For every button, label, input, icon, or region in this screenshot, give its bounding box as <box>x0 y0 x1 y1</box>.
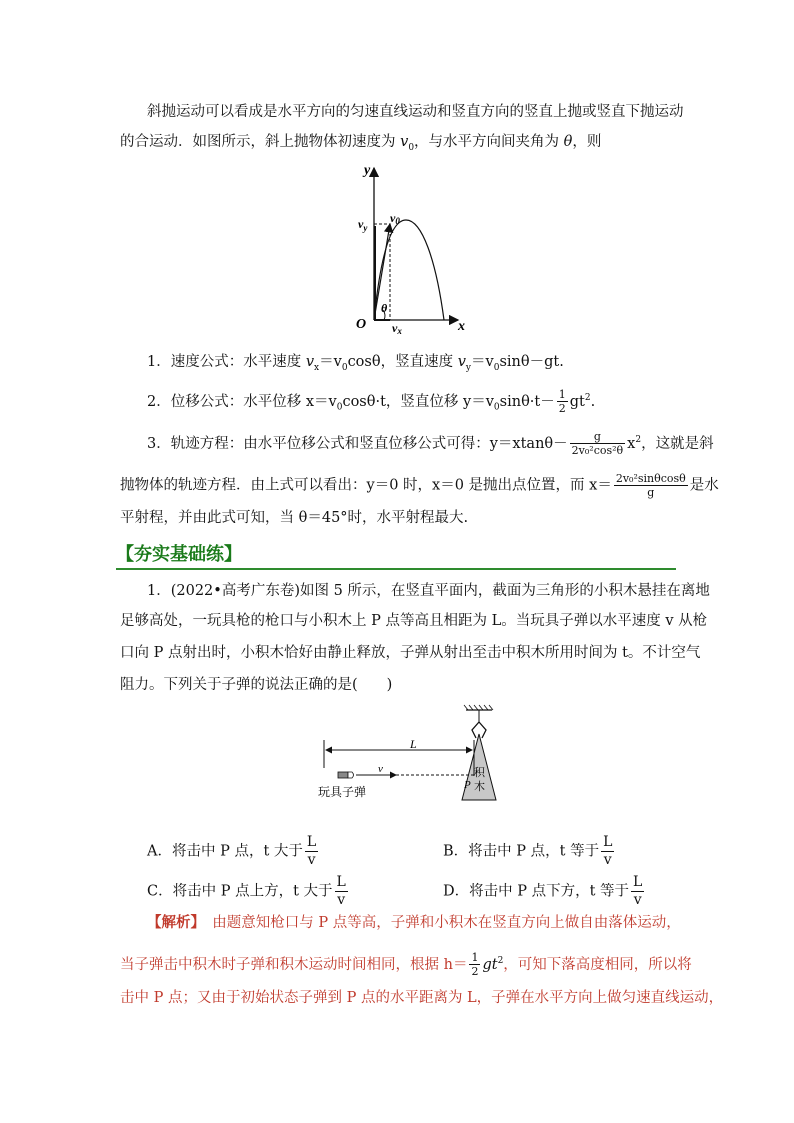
f2-text: sinθ·t－ <box>499 393 555 410</box>
f3-frac-num: g <box>570 430 626 444</box>
formula-trajectory <box>147 430 714 457</box>
analysis-line-2 <box>120 951 692 978</box>
f2-text: x＝v <box>305 393 337 410</box>
fig1-theta-label: θ <box>381 301 388 315</box>
question-line-1: 1．(2022•高考广东卷)如图 5 所示，在竖直平面内，截面为三角形的小积木悬挂在离地 <box>147 583 710 599</box>
toy-gun <box>338 772 348 778</box>
formula-trajectory-line-3: 平射程，并由此式可知，当 θ＝45°时，水平射程最大. <box>120 510 469 526</box>
frac-num: L <box>336 874 346 890</box>
fig2-P-label: P <box>464 779 471 791</box>
option-d-fraction <box>631 874 644 909</box>
frac-num: L <box>603 834 613 850</box>
v0-sub: 0 <box>408 142 415 153</box>
intro-text: ，与水平方向间夹角为 <box>414 134 564 150</box>
f1-text: cosθ，竖直速度 <box>347 354 458 370</box>
intro-line-2 <box>120 132 601 158</box>
question-line-4: 阻力。下列关于子弹的说法正确的是( ) <box>120 677 393 693</box>
section-title: 【夯实基础练】 <box>116 544 242 565</box>
fig1-vx-label: vx <box>392 321 402 336</box>
analysis-text: 由题意知枪口与 P 点等高，子弹和小积木在竖直方向上做自由落体运动， <box>197 915 681 931</box>
f1-sub: 0 <box>493 362 500 373</box>
fig2-v-label: v <box>378 763 383 775</box>
formula-displacement <box>147 388 595 418</box>
f1-text: 1．速度公式：水平速度 <box>147 354 306 370</box>
f2-sub: 0 <box>336 402 343 413</box>
f2-frac-num: 1 <box>558 388 566 402</box>
frac-den: v <box>603 852 612 868</box>
option-c[interactable] <box>147 874 350 909</box>
f3-text: y＝xtanθ－ <box>489 435 568 452</box>
gun-block-diagram <box>318 704 528 804</box>
frac-num: L <box>633 874 643 890</box>
intro-line-1: 斜抛运动可以看成是水平方向的匀速直线运动和竖直方向的竖直上抛或竖直下抛运动 <box>147 104 684 120</box>
option-c-fraction <box>335 874 348 909</box>
frac-num: 1 <box>471 951 479 965</box>
f3-range-fraction <box>614 472 688 499</box>
analysis-fraction <box>469 951 480 978</box>
frac-num: L <box>306 834 317 850</box>
analysis-sup: 2 <box>497 956 504 966</box>
option-b-text: B．将击中 P 点，t 等于 <box>443 843 600 860</box>
f3-frac2-den: g <box>647 486 655 499</box>
fig1-x-label: x <box>458 319 465 334</box>
projectile-diagram <box>350 160 480 338</box>
section-header <box>116 540 676 570</box>
frac-den: v <box>307 852 316 868</box>
analysis-line-3: 击中 P 点；又由于初始状态子弹到 P 点的水平距离为 L，子弹在水平方向上做匀速直线运动， <box>120 990 724 1006</box>
option-a-text: A．将击中 P 点，t 大于 <box>147 843 303 860</box>
f2-text: . <box>590 393 596 410</box>
ceiling-hatch <box>464 705 493 710</box>
frac-den: v <box>633 892 642 908</box>
f3-text: x <box>627 435 636 452</box>
analysis-text: ，可知下落高度相同，所以将 <box>503 956 692 973</box>
f2-fraction <box>557 388 568 415</box>
option-b[interactable] <box>443 834 616 869</box>
f2-sup: 2 <box>584 393 591 403</box>
intro-text: ，则 <box>572 134 602 150</box>
f3-text: 抛物体的轨迹方程．由上式可以看出： <box>120 477 367 494</box>
f2-sub: 0 <box>493 402 500 413</box>
fig1-origin-label: O <box>356 317 367 332</box>
intro-text: 的合运动．如图所示，斜上抛物体初速度为 <box>120 134 401 150</box>
f2-text: cosθ·t，竖直位移 <box>342 393 464 410</box>
f1-sub: y <box>465 362 471 373</box>
f3-fraction <box>570 430 626 457</box>
option-a-fraction <box>305 834 318 869</box>
f2-text: y＝v <box>463 393 494 410</box>
question-line-3: 口向 P 点射出时，小积木恰好由静止释放，子弹从射出至击中积木所用时间为 t。不计空气 <box>120 645 701 661</box>
v0-symbol: v <box>400 134 409 150</box>
option-d-text: D．将击中 P 点下方，t 等于 <box>443 883 630 900</box>
f1-var: v <box>457 354 466 370</box>
f3-text: 3．轨迹方程：由水平位移公式和竖直位移公式可得： <box>147 435 490 452</box>
f2-text: gt <box>569 393 585 410</box>
option-a[interactable] <box>147 834 320 869</box>
option-b-fraction <box>601 834 614 869</box>
fig2-gun-label: 玩具子弹 <box>318 785 367 799</box>
f1-text: ＝v <box>319 354 342 370</box>
fig1-v0-label: v0 <box>390 211 400 226</box>
fig2-block-char-2: 木 <box>474 781 485 793</box>
fig1-y-label: y <box>364 163 371 178</box>
analysis-text: 当子弹击中积木时子弹和积木运动时间相同，根据 h＝ <box>120 956 468 973</box>
analysis-line-1 <box>147 913 681 933</box>
formula-trajectory-line-2 <box>120 472 719 499</box>
f3-frac-den: 2v₀²cos²θ <box>571 444 624 458</box>
frac-den: v <box>337 892 346 908</box>
formula-velocity <box>147 352 564 378</box>
fig1-vy-label: $v_y$ <box>358 217 368 233</box>
f3-text: y＝0 时，x＝0 是抛出点位置，而 x＝ <box>366 477 612 494</box>
analysis-tag: 【解析】 <box>147 914 198 931</box>
f1-sub: x <box>314 362 320 373</box>
frac-den: 2 <box>471 965 479 979</box>
theta-symbol: θ <box>563 134 573 150</box>
option-d[interactable] <box>443 874 646 909</box>
f3-frac2-num: 2v₀²sinθcosθ <box>615 472 686 485</box>
f1-var: v <box>305 354 315 370</box>
analysis-gt: gt <box>482 956 498 973</box>
f3-sup: 2 <box>635 435 642 445</box>
option-c-text: C．将击中 P 点上方，t 大于 <box>147 883 333 900</box>
fig2-block-char-1: 积 <box>474 767 485 779</box>
fig2-L-label: L <box>410 737 417 751</box>
f3-text: 是水 <box>689 477 719 494</box>
f1-text: sinθ－gt. <box>499 354 564 370</box>
f2-text: 2．位移公式：水平位移 <box>147 393 306 410</box>
f1-sub: 0 <box>341 362 348 373</box>
f1-text: ＝v <box>471 354 494 370</box>
f2-frac-den: 2 <box>558 402 566 416</box>
f3-text: ，这就是斜 <box>641 435 714 452</box>
toy-bullet <box>348 772 354 778</box>
question-line-2: 足够高处，一玩具枪的枪口与小积木上 P 点等高且相距为 L。当玩具子弹以水平速度 v 从枪 <box>120 613 708 629</box>
